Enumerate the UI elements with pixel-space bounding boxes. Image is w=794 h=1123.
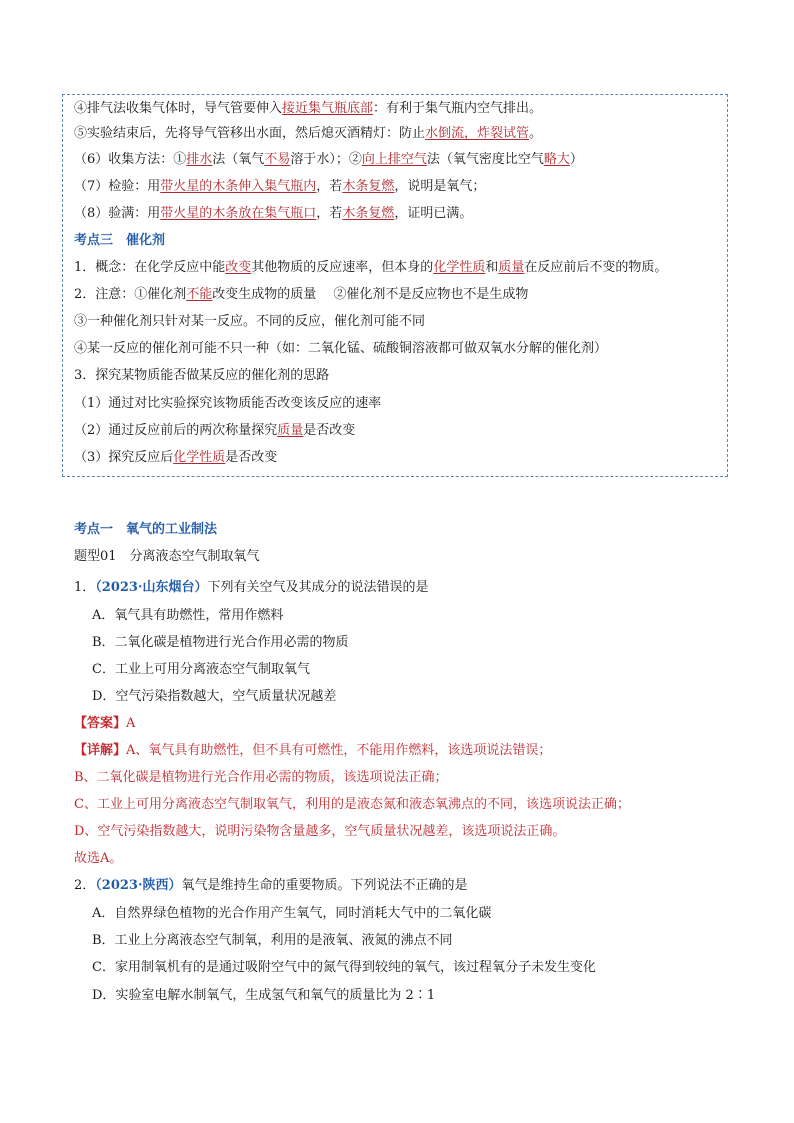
q1-detail-b: B、二氧化碳是植物进行光合作用必需的物质，该选项说法正确；: [74, 770, 448, 785]
catalyst-explore-3: （3）探究反应后化学性质是否改变: [74, 450, 278, 465]
catalyst-note-4: ④某一反应的催化剂可能不只一种（如：二氧化锰、硫酸铜溶液都可做双氧水分解的催化剂）: [74, 341, 608, 356]
question-type: 题型01 分离液态空气制取氧气: [74, 549, 260, 564]
q2-option-d: D．实验室电解水制氧气，生成氢气和氧气的质量比为 2∶1: [92, 988, 436, 1003]
catalyst-explore-title: 3．探究某物质能否做某反应的催化剂的思路: [74, 368, 330, 383]
q1-detail-d: D、空气污染指数越大，说明污染物含量越多，空气质量状况越差，该选项说法正确。: [74, 824, 566, 839]
summary-full-check: （8）验满：用带火星的木条放在集气瓶口，若木条复燃，证明已满。: [74, 206, 473, 221]
summary-line-4: ④排气法收集气体时，导气管要伸入接近集气瓶底部：有利于集气瓶内空气排出。: [74, 101, 543, 116]
catalyst-notes: 2．注意：①催化剂不能改变生成物的质量 ②催化剂不是反应物也不是生成物: [74, 287, 529, 302]
summary-collect-method: （6）收集方法：①排水法（氧气不易溶于水）；②向上排空气法（氧气密度比空气略大）: [74, 152, 583, 167]
question-1-stem: 1．（2023·山东烟台）下列有关空气及其成分的说法错误的是: [74, 580, 429, 595]
question-2-stem: 2．（2023·陕西）氧气是维持生命的重要物质。下列说法不正确的是: [74, 878, 468, 893]
catalyst-explore-2: （2）通过反应前后的两次称量探究质量是否改变: [74, 423, 356, 438]
q1-option-d: D．空气污染指数越大，空气质量状况越差: [92, 689, 337, 704]
q1-detail-c: C、工业上可用分离液态空气制取氧气，利用的是液态氮和液态氧沸点的不同，该选项说法正确；: [74, 797, 630, 812]
q1-option-b: B．二氧化碳是植物进行光合作用必需的物质: [92, 635, 349, 650]
q2-option-c: C．家用制氧机有的是通过吸附空气中的氮气得到较纯的氧气，该过程氧分子未发生变化: [92, 960, 596, 975]
q2-option-a: A．自然界绿色植物的光合作用产生氧气，同时消耗大气中的二氧化碳: [92, 906, 492, 921]
catalyst-concept: 1．概念：在化学反应中能改变其他物质的反应速率，但本身的化学性质和质量在反应前后不变的物质。: [74, 260, 668, 275]
q1-conclusion: 故选A。: [74, 851, 123, 866]
section-heading-catalyst: 考点三 催化剂: [74, 233, 166, 248]
q2-option-b: B．工业上分离液态空气制氧，利用的是液氧、液氮的沸点不同: [92, 933, 453, 948]
q1-option-c: C．工业上可用分离液态空气制取氧气: [92, 662, 310, 677]
summary-test: （7）检验：用带火星的木条伸入集气瓶内，若木条复燃，说明是氧气；: [74, 179, 486, 194]
catalyst-explore-1: （1）通过对比实验探究该物质能否改变该反应的速率: [74, 396, 382, 411]
catalyst-note-3: ③一种催化剂只针对某一反应。不同的反应，催化剂可能不同: [74, 314, 426, 329]
q1-option-a: A．氧气具有助燃性，常用作燃料: [92, 608, 284, 623]
q1-detail-a: 【详解】A、氧气具有助燃性，但不具有可燃性，不能用作燃料，该选项说法错误；: [74, 743, 552, 758]
summary-line-5: ⑤实验结束后，先将导气管移出水面，然后熄灭酒精灯：防止水倒流，炸裂试管。: [74, 126, 543, 141]
section-title: 考点一 氧气的工业制法: [74, 522, 218, 537]
q1-answer: 【答案】A: [74, 716, 136, 731]
